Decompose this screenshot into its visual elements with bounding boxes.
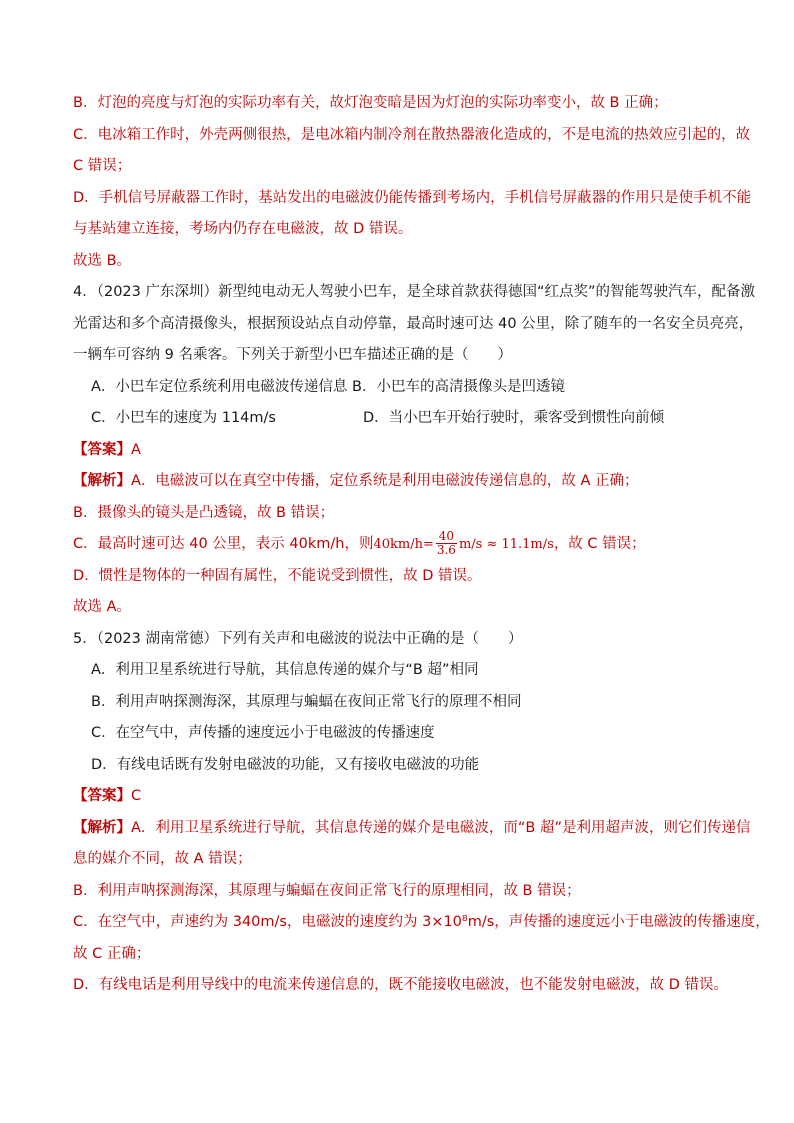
fraction-denominator: 3.6 [436,542,456,557]
answer-label: 【答案】 [73,441,131,458]
formula-right: m/s ≈ 11.1m/s [458,537,554,552]
analysis-label: 【解析】 [73,473,131,489]
analysis-c-prefix: C．最高时速可达 40 公里，表示 40km/h，则 [73,536,374,552]
q4-analysis-d: D．惯性是物体的一种固有属性，不能说受到惯性，故 D 错误。 [73,567,482,584]
q4-stem-line3: 一辆车可容纳 9 名乘客。下列关于新型小巴车描述正确的是（ ） [73,347,512,363]
analysis-c-suffix: ，故 C 错误； [553,536,646,552]
fraction-numerator: 40 [436,530,457,544]
q5-analysis-b: B．利用声呐探测海深，其原理与蝙蝠在夜间正常飞行的原理相同，故 B 错误； [73,882,581,899]
q5-analysis-a-line1 [73,813,751,845]
q5-option-c: C．在空气中，声传播的速度远小于电磁波的传播速度 [91,725,435,741]
analysis-a-text: A．电磁波可以在真空中传播，定位系统是利用电磁波传递信息的，故 A 正确； [131,473,639,489]
q5-analysis-a-line2: 息的媒介不同，故 A 错误； [73,851,252,867]
formula-left: 40km/h= [373,537,434,552]
conclusion-q4: 故选 A。 [73,599,132,615]
q5-analysis-d: D．有线电话是利用导线中的电流来传递信息的，既不能接收电磁波，也不能发射电磁波，故 D 错误。 [73,977,729,993]
conclusion-q3: 故选 B。 [73,252,132,269]
q4-answer [73,435,723,467]
answer-value: A [131,441,141,458]
q4-options-row2 [73,403,723,435]
q5-stem: 5．（2023 湖南常德）下列有关声和电磁波的说法中正确的是（ ） [73,630,523,647]
q5-analysis-c-line1: C．在空气中，声速约为 340m/s，电磁波的速度约为 3×10⁸m/s，声传播的速度远小于电磁波的传播速度， [73,914,770,930]
q4-analysis-a [73,466,723,498]
q5-analysis-c-line2: 故 C 正确； [73,945,151,962]
q5-option-b: B．利用声呐探测海深，其原理与蝙蝠在夜间正常飞行的原理不相同 [91,693,522,710]
q4-stem-line1: 4．（2023 广东深圳）新型纯电动无人驾驶小巴车，是全球首款获得德国“红点奖”的智能驾驶汽车，配备激 [73,284,756,300]
answer-label: 【答案】 [73,788,131,804]
q4-option-d: D．当小巴车开始行驶时，乘客受到惯性向前倾 [363,410,665,426]
q4-analysis-b: B．摄像头的镜头是凸透镜，故 B 错误； [73,504,335,521]
q4-stem-line2: 光雷达和多个高清摄像头，根据预设站点自动停靠，最高时速可达 40 公里，除了随车的一名安全员亮亮， [73,315,754,332]
answer-value: C [131,788,142,804]
analysis-label: 【解析】 [73,819,131,836]
q4-analysis-c [73,529,723,561]
fraction [436,530,457,557]
q4-option-c: C．小巴车的速度为 114m/s [91,410,276,426]
explanation-c-line2: C 错误； [73,158,132,174]
explanation-c-line1: C．电冰箱工作时，外壳两侧很热，是电冰箱内制冷剂在散热器液化造成的，不是电流的热效应引起的，故 [73,126,751,143]
q5-option-d: D．有线电话既有发射电磁波的功能，又有接收电磁波的功能 [91,756,480,773]
q5-answer [73,781,723,813]
explanation-b: B．灯泡的亮度与灯泡的实际功率有关，故灯泡变暗是因为灯泡的实际功率变小，故 B 正确； [73,95,668,111]
q4-options-row1 [73,372,723,404]
q4-option-b: B．小巴车的高清摄像头是凹透镜 [352,378,565,395]
q5-option-a: A．利用卫星系统进行导航，其信息传递的媒介与“B 超”相同 [91,662,479,678]
explanation-d-line2: 与基站建立连接，考场内仍存在电磁波，故 D 错误。 [73,221,413,237]
q4-option-a: A．小巴车定位系统利用电磁波传递信息 [91,378,348,395]
analysis-a-text: A．利用卫星系统进行导航，其信息传递的媒介是电磁波，而“B 超”是利用超声波，则它们传递信 [131,819,751,836]
document-page [73,88,770,1002]
explanation-d-line1: D．手机信号屏蔽器工作时，基站发出的电磁波仍能传播到考场内，手机信号屏蔽器的作用只是使手机不能 [73,189,752,206]
